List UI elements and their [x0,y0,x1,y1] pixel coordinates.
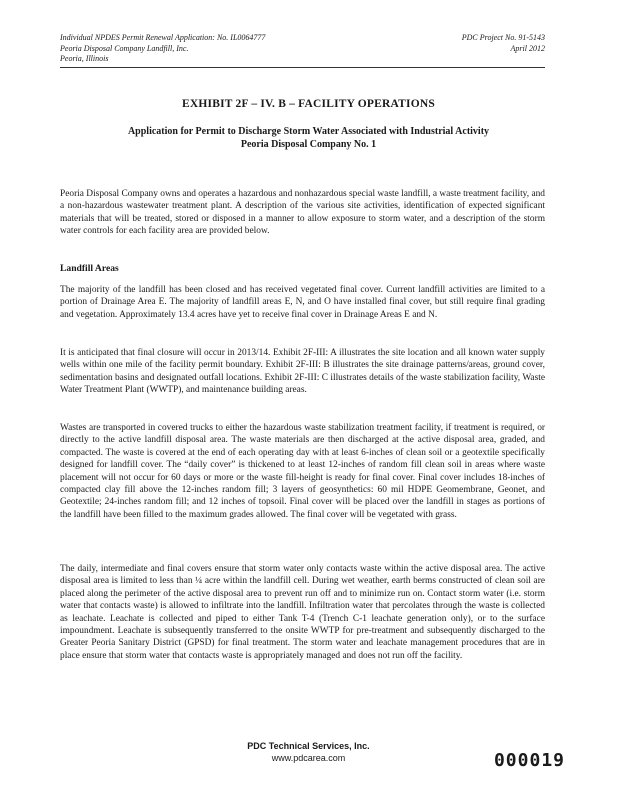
header-right-block [462,33,545,54]
landfill-status-paragraph: The majority of the landfill has been closed and has received vegetated final cover. Current landfill activities are limited to a portion of Drainage Area E. The majority of landfill areas E, N, and O have installed final cover, but still require final grading and vegetation. Approximately 13.4 acres have yet to receive final cover in Drainage Areas E and N. [60,285,545,320]
header-location-line: Peoria, Illinois [60,54,109,63]
document-subtitle [0,125,617,151]
header-left-block [60,33,265,65]
bates-number: 000019 [493,750,565,771]
header-project-number: PDC Project No. 91-5143 [461,33,545,42]
storm-water-paragraph: The daily, intermediate and final covers ensure that storm water only contacts waste within the active disposal area. The active disposal area is limited to less than ¼ acre within the landfill cell. During wet weather, earth berms constructed of clean soil are placed along the perimeter of the active disposal area to prevent run off and to minimize run on. Contact storm water (i.e. storm water that contacts waste) is allowed to infiltrate into the landfill. Infiltration water that percolates through the waste is collected as leachate. Leachate is collected and piped to either Tank T-4 (Trench C-1 leachate generation only), or to the surface impoundment. Leachate is subsequently transferred to the onsite WWTP for pre-treatment and subsequently discharged to the Greater Peoria Sanitary District (GPSD) for final treatment. The storm water and leachate management procedures that are in place ensure that storm water that contacts waste is appropriately managed and does not run off the facility. [60,564,545,661]
exhibit-title: EXHIBIT 2F – IV. B – FACILITY OPERATIONS [182,98,435,110]
subtitle-line-2: Peoria Disposal Company No. 1 [240,139,377,150]
waste-cover-paragraph: Wastes are transported in covered trucks to either the hazardous waste stabilization treatment facility, if treatment is required, or directly to the active landfill disposal area. The waste materials are then discharged at the active disposal area, graded, and compacted. The waste is covered at the end of each operating day with at least 6-inches of clean soil or a geotextile specifically designed for landfill cover. The “daily cover” is thickened to at least 12-inches of random fill clean soil in areas where waste placement will not occur for 60 days or more or the waste fill-height is ready for final cover. Final cover includes 18-inches of compacted clay fill above the 12-inches random fill; 3 layers of geosynthetics: 60 mil HDPE Geomembrane, Geonet, and Geotextile; 24-inches random fill; and 12 inches of topsoil. Final cover will be placed over the landfill in stages as portions of the landfill have been filled to the maximum grades allowed. The final cover will be vegetated with grass. [60,423,545,520]
footer-company: PDC Technical Services, Inc. [247,741,370,751]
intro-paragraph: Peoria Disposal Company owns and operates a hazardous and nonhazardous special waste landfill, a waste treatment facility, and a non-hazardous wastewater treatment plant. A description of the various site activities, identification of expected significant materials that will be treated, stored or disposed in a manner to allow exposure to storm water, and a description of the storm water controls for each facility area are provided below. [60,189,545,237]
header-permit-line: Individual NPDES Permit Renewal Application: No. IL0064777 [60,33,266,42]
header-divider [60,67,545,68]
footer-website: www.pdcarea.com [271,753,346,763]
header-date: April 2012 [510,43,545,53]
subtitle-line-1: Application for Permit to Discharge Storm Water Associated with Industrial Activity [127,126,490,137]
header-company-line: Peoria Disposal Company Landfill, Inc. [60,43,189,53]
closure-exhibits-paragraph: It is anticipated that final closure will occur in 2013/14. Exhibit 2F-III: A illustrates the site location and all known water supply wells within one mile of the facility permit boundary. Exhibit 2F-III: B illustrates the site drainage patterns/areas, ground cover, sedimentation basins and designated outfall locations. Exhibit 2F-III: C illustrates details of the waste stabilization facility, Waste Water Treatment Plant (WWTP), and maintenance building areas. [60,348,545,396]
section-heading-landfill-areas: Landfill Areas [60,263,119,274]
